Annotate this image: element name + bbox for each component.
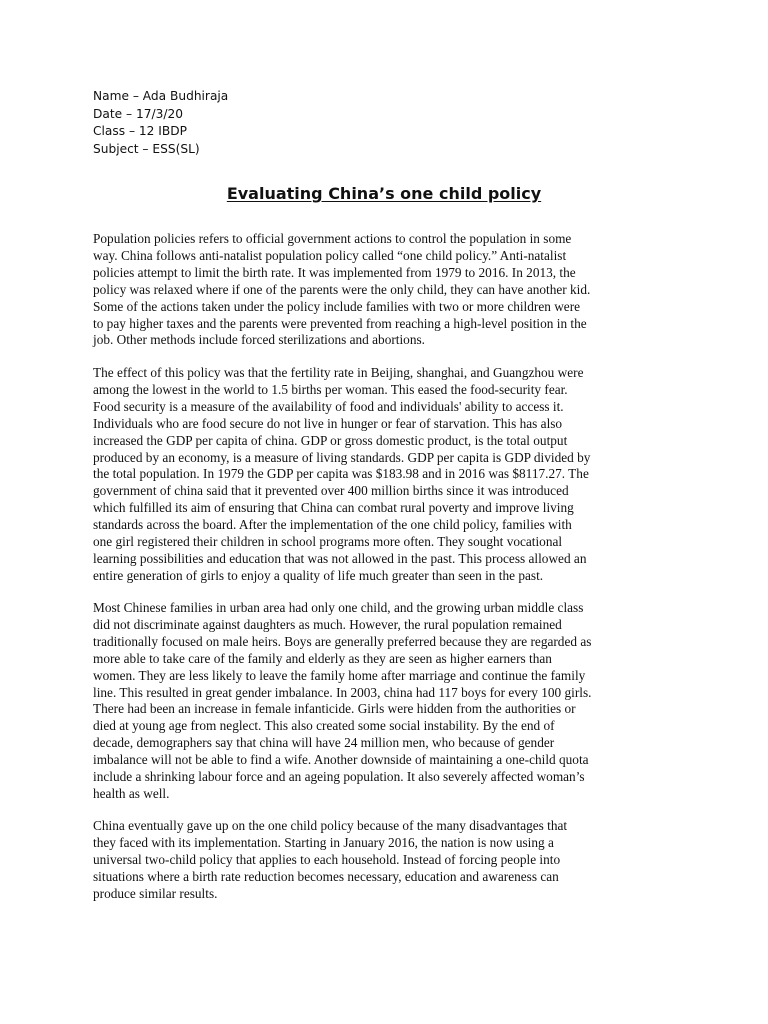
paragraph-line: imbalance will not be able to find a wife. Another downside of maintaining a one-child quota (93, 752, 589, 768)
paragraph-population-policies (93, 231, 679, 349)
paragraph-line: which fulfilled its aim of ensuring that China can combat rural poverty and improve living (93, 500, 574, 516)
paragraph-gender-imbalance (93, 600, 679, 803)
paragraph-line: among the lowest in the world to 1.5 births per woman. This eased the food-security fear. (93, 381, 568, 397)
paragraph-line: traditionally focused on male heirs. Boys are generally preferred because they are regarded as (93, 633, 592, 649)
paragraph-line: learning possibilities and education that was not allowed in the past. This process allowed an (93, 550, 587, 566)
paragraph-line: they faced with its implementation. Starting in January 2016, the nation is now using a (93, 834, 554, 850)
paragraph-line: Individuals who are food secure do not live in hunger or fear of starvation. This has also (93, 415, 563, 431)
paragraph-line: China eventually gave up on the one child policy because of the many disadvantages that (93, 818, 568, 833)
paragraph-line: standards across the board. After the implementation of the one child policy, families with (93, 517, 572, 533)
paragraph-line: Some of the actions taken under the policy include families with two or more children were (93, 298, 581, 314)
paragraph-line: the total population. In 1979 the GDP per capita was $183.98 and in 2016 was $8117.27. The (93, 466, 589, 482)
paragraph-line: more able to take care of the family and elderly as they are seen as higher earners than (93, 650, 552, 666)
paragraph-line: entire generation of girls to enjoy a quality of life much greater than seen in the past. (93, 567, 544, 583)
submission-date: Date – 17/3/20 (93, 106, 183, 121)
paragraph-line: to pay higher taxes and the parents were prevented from reaching a high-level position in the (93, 315, 587, 331)
paragraph-line: Population policies refers to official government actions to control the population in some (93, 231, 572, 246)
paragraph-line: increased the GDP per capita of china. GDP or gross domestic product, is the total output (93, 432, 568, 448)
class-info: Class – 12 IBDP (93, 124, 187, 138)
paragraph-line: decade, demographers say that china will have 24 million men, who because of gender (93, 735, 555, 751)
paragraph-line: include a shrinking labour force and an ageing population. It also severely affected woman’s (93, 769, 585, 785)
paragraph-line: health as well. (93, 785, 170, 801)
paragraph-line: The effect of this policy was that the fertility rate in Beijing, shanghai, and Guangzhou were (93, 365, 584, 380)
paragraph-line: policies attempt to limit the birth rate. It was implemented from 1979 to 2016. In 2013, the (93, 264, 576, 280)
paragraph-line: produce similar results. (93, 885, 218, 901)
paragraph-line: did not discriminate against daughters as much. However, the rural population remained (93, 616, 562, 632)
paragraph-line: job. Other methods include forced sterilizations and abortions. (93, 332, 425, 348)
paragraph-line: There had been an increase in female infanticide. Girls were hidden from the authorities or (93, 701, 576, 717)
paragraph-line: produced by an economy, is a measure of living standards. GDP per capita is GDP divided by (93, 449, 591, 465)
paragraph-line: policy was relaxed where if one of the parents were the only child, they can have another kid. (93, 281, 591, 297)
student-name: Name – Ada Budhiraja (93, 89, 229, 103)
paragraph-line: line. This resulted in great gender imbalance. In 2003, china had 117 boys for every 100 girls. (93, 684, 592, 700)
paragraph-line: way. China follows anti-natalist population policy called “one child policy.” Anti-natalist (93, 247, 567, 263)
paragraph-conclusion (93, 818, 679, 903)
document-header (93, 88, 493, 158)
paragraph-line: universal two-child policy that applies to each household. Instead of forcing people into (93, 851, 561, 867)
document-title: Evaluating China’s one child policy (226, 184, 542, 203)
paragraph-line: Food security is a measure of the availability of food and individuals' ability to access it. (93, 398, 564, 414)
paragraph-line: government of china said that it prevented over 400 million births since it was introduced (93, 483, 569, 499)
paragraph-line: situations where a birth rate reduction becomes necessary, education and awareness can (93, 868, 559, 884)
paragraph-line: died at young age from neglect. This also created some social instability. By the end of (93, 718, 555, 734)
paragraph-line: women. They are less likely to leave the family home after marriage and continue the family (93, 667, 586, 683)
subject-info: Subject – ESS(SL) (93, 141, 200, 156)
paragraph-line: one girl registered their children in school programs more often. They sought vocational (93, 534, 563, 550)
paragraph-policy-effects (93, 365, 679, 585)
paragraph-line: Most Chinese families in urban area had only one child, and the growing urban middle class (93, 600, 584, 615)
